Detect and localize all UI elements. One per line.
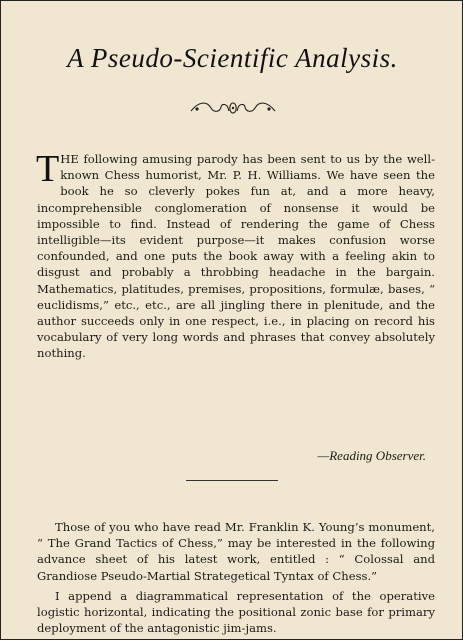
intro-text: HE following amusing parody has been sent to us by the well-known Chess humorist, Mr. P. H. Williams. We have seen the book he so cleverly pokes fun at, and a more heavy, incomprehensible conglomeration of nonsense it would be impossible to find. Instead of rendering the game of Chess intelligible—its evident purpose—it makes confusion worse confounded, and one puts the book away with a feeling akin to disgust and probably a throbbing headache in the bargain. Mathematics, platitudes, premises, propositions, formulæ, bases, “ euclidisms,” etc., etc., are all jingling there in plenitude, and the author succeeds only in one respect, i.e., in placing on record his vocabulary of very long words and phrases that convey absolutely nothing. <box>37 152 435 361</box>
second-paragraph: Those of you who have read Mr. Franklin K. Young’s monument, “ The Grand Tactics of Chess,” may be interested in the following advance sheet of his latest work, entitled : “ Colossal and Grandiose Pseudo-Martial Strategetical Tyntax of Chess.” <box>37 520 435 583</box>
page-title: A Pseudo-Scientific Analysis. <box>67 43 398 73</box>
source-attribution: —Reading Observer. <box>317 448 426 463</box>
section-divider <box>186 480 278 481</box>
scroll-ornament-icon <box>189 99 277 117</box>
third-paragraph: I append a diagrammatical representation of the operative logistic horizontal, indicating the positional zonic base for primary deployment of the antagonistic jim-jams. <box>37 589 435 636</box>
drop-cap: T <box>36 148 60 190</box>
intro-paragraph <box>36 148 435 362</box>
